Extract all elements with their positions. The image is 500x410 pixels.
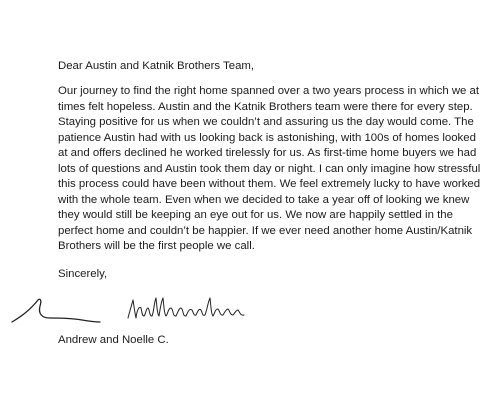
letter-body: Our journey to find the right home spanned over a two years process in which we at times felt hopeless. Austin and the Katnik Brothers team were there for every step. Staying positive for us when we couldn’t and assuring us the day would come. The patience Austin had with us looking back is astonishing, with 100s of homes looked at and offers declined he worked tirelessly for us. As first-time home buyers we had lots of questions and Austin took them day or night. I can only imagine how stressful this process could have been without them. We feel extremely lucky to have worked with the whole team. Even when we decided to take a year off of looking we knew they would still be keeping an eye out for us. We now are happily settled in the perfect home and couldn’t be happier. If we ever need another home Austin/Katnik Brothers will be the first people we call. bbox=[58, 85, 481, 252]
letter-closing: Sincerely, bbox=[58, 268, 108, 280]
handwritten-signature bbox=[6, 288, 266, 336]
letter-signer: Andrew and Noelle C. bbox=[58, 334, 169, 346]
signature-stroke-andrew bbox=[12, 299, 100, 322]
letter-salutation: Dear Austin and Katnik Brothers Team, bbox=[58, 60, 255, 72]
signature-stroke-noelle bbox=[128, 298, 244, 318]
